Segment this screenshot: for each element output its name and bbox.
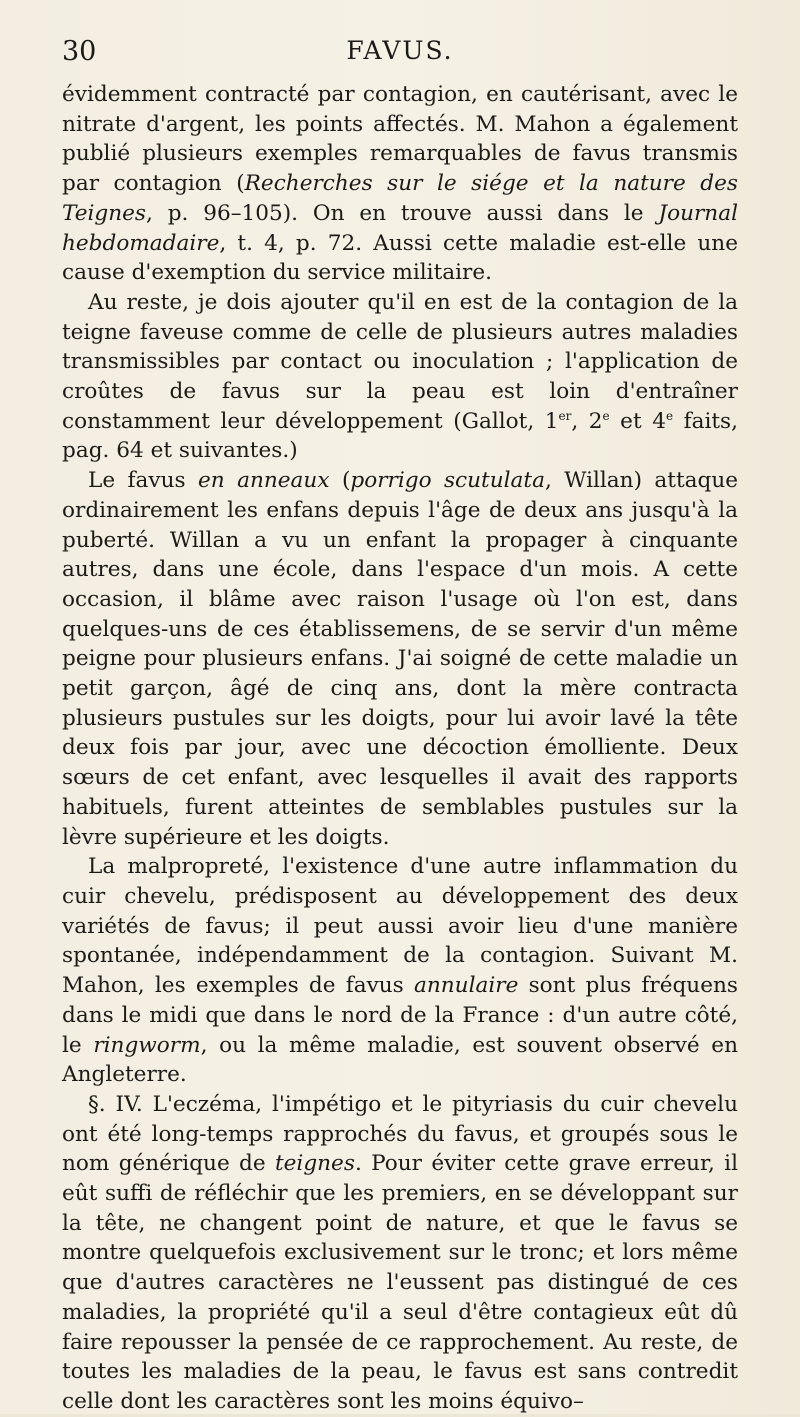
text-run: La malpropreté, l'existence d'une autre inflammation du cuir chevelu, prédisposent au développement des deux variétés de favus; il peut aussi avoir lieu d'une manière spontanée, indépendamment de la contagion. Suivant M. Mahon, les exemples de favus: [62, 854, 738, 999]
paragraph: [62, 80, 738, 288]
paragraph: [62, 466, 738, 852]
running-head: [62, 36, 738, 76]
body-text: [62, 80, 738, 1417]
paragraph: [62, 1090, 738, 1417]
italic-text: annulaire: [413, 973, 519, 999]
superscript-text: e: [665, 408, 674, 423]
italic-text: teignes: [274, 1151, 355, 1177]
text-run: Le favus: [88, 468, 198, 494]
text-run: , Willan) attaque ordinairement les enfans depuis l'âge de deux ans jusqu'à la puberté. Willan a vu un enfant la propager à cinquante autres, dans une école, dans l'espace d'un mois. A cette occasion, il blâme avec raison l'usage où l'on est, dans quelques-uns de ces établissemens, de se servir d'un même peigne pour plusieurs enfans. J'ai soigné de cette maladie un petit garçon, âgé de cinq ans, dont la mère contracta plusieurs pustules sur les doigts, pour lui avoir lavé la tête deux fois par jour, avec une décoction émolliente. Deux sœurs de cet enfant, avec lesquelles il avait des rapports habituels, furent atteintes de semblables pustules sur la lèvre supérieure et les doigts.: [62, 468, 739, 850]
italic-text: Journal hebdomadaire: [62, 200, 738, 256]
paragraph: [62, 288, 738, 466]
text-run: sont plus fréquens dans le midi que dans le nord de la France : d'un autre côté, le: [62, 973, 738, 1058]
text-run: . Pour éviter cette grave erreur, il eût suffi de réfléchir que les premiers, en se développant sur la tête, ne changent point de nature, et que le favus se montre quelquefois exclusivement sur le tronc; et lors même que d'autres caractères ne l'eussent pas distingué de ces maladies, la propriété qu'il a seul d'être contagieux eût dû faire repousser la pensée de ce rapprochement. Au reste, de toutes les maladies de la peau, le favus est sans contredit celle dont les caractères sont les moins équivo–: [62, 1151, 738, 1414]
text-run: , 2: [571, 408, 603, 434]
text-run: §. IV. L'eczéma, l'impétigo et le pityriasis du cuir chevelu ont été long-temps rapprochés du favus, et groupés sous le nom générique de: [62, 1091, 738, 1177]
italic-text: porrigo scutulata: [350, 468, 545, 494]
italic-text: en anneaux: [198, 468, 330, 494]
running-title: FAVUS.: [346, 36, 454, 65]
text-run: (: [329, 468, 351, 494]
text-run: et 4: [609, 408, 666, 434]
text-run: évidemment contracté par contagion, en cautérisant, avec le nitrate d'argent, les points affectés. M. Mahon a également publié plusieurs exemples remarquables de favus transmis par contagion (: [62, 82, 738, 197]
text-run: , t. 4, p. 72. Aussi cette maladie est-elle une cause d'exemption du service militaire.: [62, 230, 738, 286]
text-run: , ou la même maladie, est souvent observé en Angleterre.: [62, 1032, 738, 1088]
text-run: , p. 96–105). On en trouve aussi dans le: [146, 200, 659, 226]
page-number: 30: [62, 36, 97, 67]
italic-text: Recherches sur le siége et la nature des Teignes: [62, 171, 738, 226]
italic-text: ringworm: [93, 1032, 201, 1058]
paragraph: [62, 852, 738, 1090]
superscript-text: er: [558, 408, 572, 423]
text-run: faits, pag. 64 et suivantes.): [62, 408, 738, 464]
text-run: Au reste, je dois ajouter qu'il en est de la contagion de la teigne faveuse comme de celle de plusieurs autres maladies transmissibles par contact ou inoculation ; l'application de croûtes de favus sur la peau est loin d'entraîner constamment leur développement (Gallot, 1: [62, 289, 738, 434]
superscript-text: e: [602, 408, 610, 423]
